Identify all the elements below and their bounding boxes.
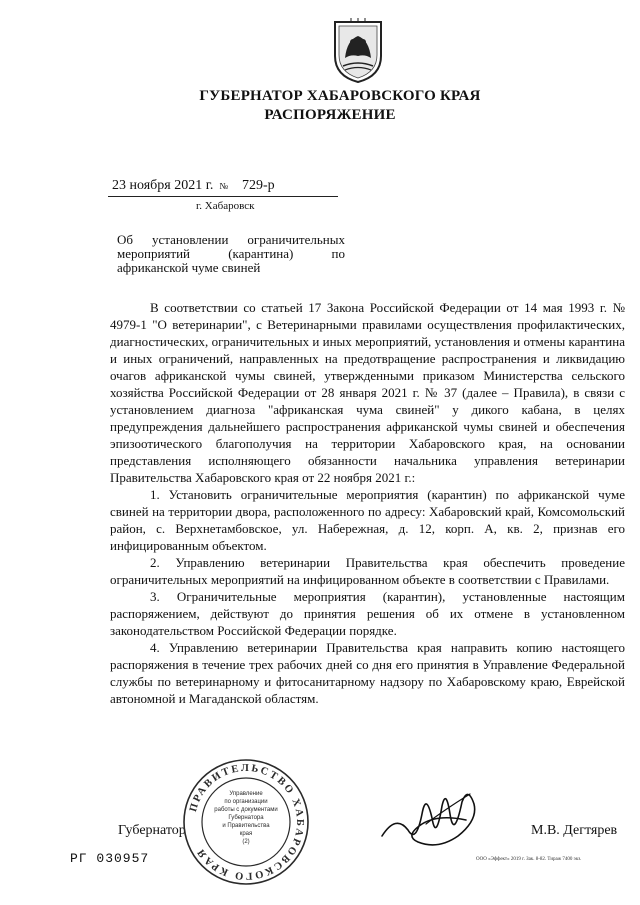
document-subject xyxy=(117,233,345,275)
handwritten-signature-icon xyxy=(378,784,488,856)
document-city: г. Хабаровск xyxy=(196,200,255,212)
stamp-line: по организации xyxy=(224,799,268,805)
preamble-paragraph: В соответствии со статьей 17 Закона Российской Федерации от 14 мая 1993 г. № 4979-1 "О ветеринарии", с Ветеринарными правилами осуществления профилактических, диагностических, ограничительных и иных мероприятий, установления и отмены карантина и иных ограничений, направленных на предотвращение распространения и ликвидацию очагов африканской чумы свиней, утвержденными приказом Министерства сельского хозяйства Российской Федерации от 28 января 2021 г. № 37 (далее – Правила), в связи с установлением диагноза "африканская чума свиней" у дикого кабана, в целях предупреждения дальнейшего распространения африканской чумы свиней и обеспечения эпизоотического благополучия на территории Хабаровского края, на основании представления исполняющего обязанности начальника управления ветеринарии Правительства Хабаровского края от 22 ноября 2021 г.: xyxy=(110,300,625,485)
subject-line: Об установлении ограничительных xyxy=(117,232,345,247)
document-body xyxy=(110,299,625,707)
signatory-name: М.В. Дегтярев xyxy=(531,823,618,838)
stamp-line: (2) xyxy=(242,839,250,845)
subject-line: мероприятий (карантина) по xyxy=(117,246,345,261)
date-underline xyxy=(108,196,338,197)
issuing-authority-heading: ГУБЕРНАТОР ХАБАРОВСКОГО КРАЯ xyxy=(199,88,481,104)
stamp-line: Губернатора xyxy=(228,815,264,821)
stamp-ring-text: ПРАВИТЕЛЬСТВО ХАБАРОВСКОГО КРАЯ xyxy=(187,762,306,882)
signatory-title: Губернатор xyxy=(118,823,186,838)
printer-imprint: ООО «Эффект» 2019 г. Зак. 8-82. Тираж 7400 экз. xyxy=(476,857,582,862)
order-item-1: 1. Установить ограничительные мероприятия (карантин) по африканской чуме свиней на территории двора, расположенного по адресу: Хабаровский край, Комсомольский район, с. Верхнетамбовское, ул. Набережная, д. 12, корп. А, кв. 2, признав его инфицированным объектом. xyxy=(110,487,625,553)
stamp-line: и Правительства xyxy=(222,823,270,829)
order-item-3: 3. Ограничительные мероприятия (карантин), установленные настоящим распоряжением, действуют до принятия решения об их отмене в установленном законодательством Российской Федерации порядке. xyxy=(110,589,625,638)
form-serial-number: РГ 030957 xyxy=(70,851,150,866)
number-label: № xyxy=(219,181,228,191)
document-date: 23 ноября 2021 г. xyxy=(112,178,214,193)
subject-line: африканской чуме свиней xyxy=(117,260,261,275)
official-stamp-seal xyxy=(181,757,311,887)
order-item-4: 4. Управлению ветеринарии Правительства края направить копию настоящего распоряжения в течение трех рабочих дней со дня его принятия в Управление Федеральной службы по ветеринарному и фитосанитарному надзору по Хабаровскому краю, Еврейской автономной и Магаданской областям. xyxy=(110,640,625,706)
document-number: 729-р xyxy=(241,178,275,193)
stamp-line: края xyxy=(239,831,253,837)
document-type-heading: РАСПОРЯЖЕНИЕ xyxy=(264,107,396,123)
document-date-number xyxy=(112,178,275,194)
stamp-line: работы с документами xyxy=(214,807,278,813)
coat-of-arms-icon xyxy=(331,18,385,84)
order-item-2: 2. Управлению ветеринарии Правительства края обеспечить проведение ограничительных мероприятий на инфицированном объекте в соответствии с Правилами. xyxy=(110,555,625,587)
stamp-line: Управление xyxy=(229,791,263,797)
